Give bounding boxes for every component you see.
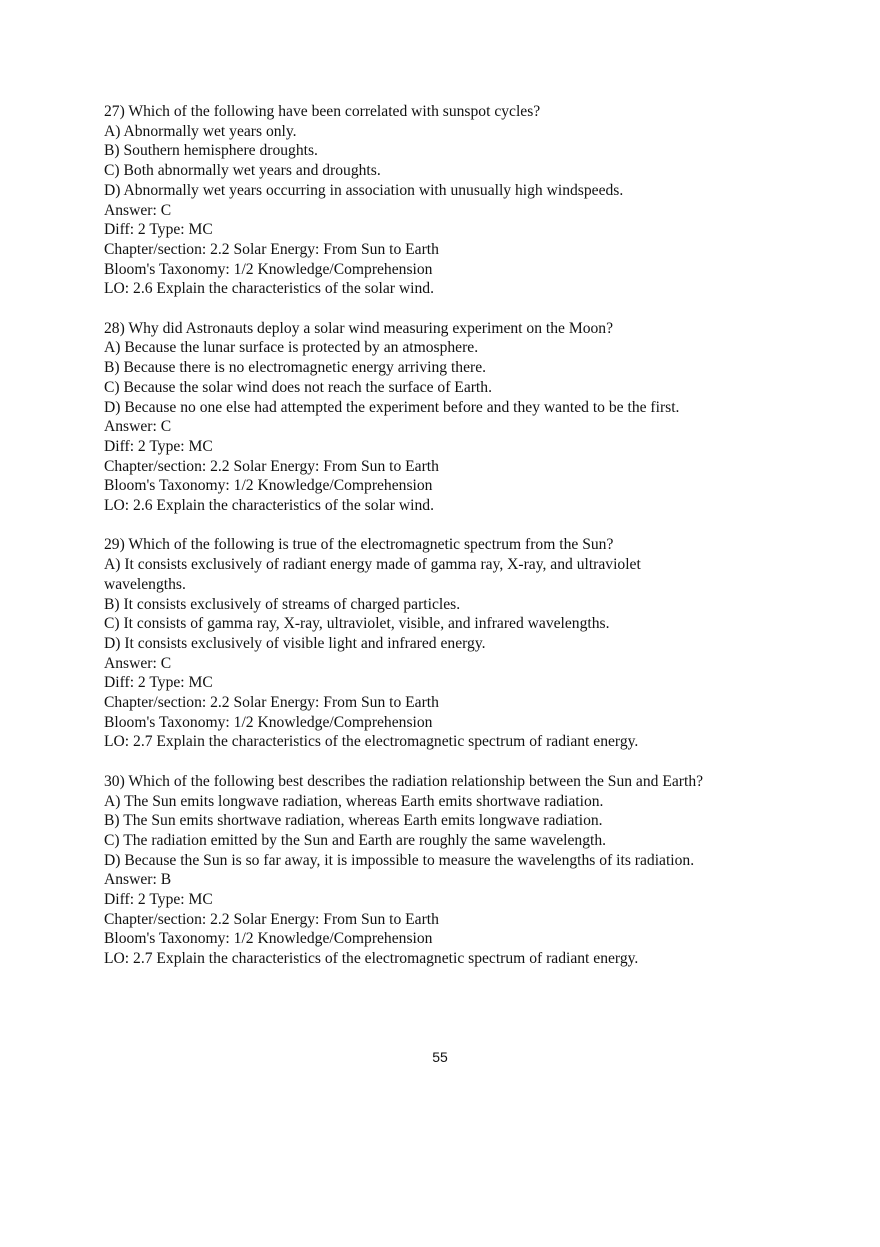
difficulty-type: Diff: 2 Type: MC	[104, 891, 213, 909]
difficulty-type: Diff: 2 Type: MC	[104, 674, 213, 692]
blooms-taxonomy: Bloom's Taxonomy: 1/2 Knowledge/Comprehension	[104, 477, 433, 495]
question-stem: 29) Which of the following is true of the electromagnetic spectrum from the Sun?	[104, 536, 614, 554]
option-d: D) Because the Sun is so far away, it is impossible to measure the wavelengths of its radiation.	[104, 851, 695, 869]
option-a: A) Abnormally wet years only.	[104, 122, 297, 140]
answer: Answer: C	[104, 201, 172, 219]
answer: Answer: B	[104, 871, 172, 889]
option-b: B) It consists exclusively of streams of charged particles.	[104, 595, 461, 613]
option-b: B) Southern hemisphere droughts.	[104, 142, 318, 160]
question-27	[104, 102, 804, 299]
difficulty-type: Diff: 2 Type: MC	[104, 437, 213, 455]
option-a: A) Because the lunar surface is protected by an atmosphere.	[104, 339, 479, 357]
learning-objective: LO: 2.7 Explain the characteristics of the electromagnetic spectrum of radiant energy.	[104, 733, 639, 751]
question-30	[104, 772, 804, 969]
question-28	[104, 319, 804, 516]
option-c: C) Both abnormally wet years and droughts.	[104, 162, 381, 180]
option-d: D) Because no one else had attempted the experiment before and they wanted to be the first.	[104, 398, 680, 416]
learning-objective: LO: 2.6 Explain the characteristics of the solar wind.	[104, 280, 434, 298]
question-29	[104, 535, 804, 752]
option-b: B) Because there is no electromagnetic energy arriving there.	[104, 359, 487, 377]
page-number: 55	[432, 1049, 448, 1065]
option-a: A) The Sun emits longwave radiation, whereas Earth emits shortwave radiation.	[104, 792, 604, 810]
blooms-taxonomy: Bloom's Taxonomy: 1/2 Knowledge/Comprehension	[104, 260, 433, 278]
question-stem: 30) Which of the following best describes the radiation relationship between the Sun and Earth?	[104, 772, 704, 790]
answer: Answer: C	[104, 418, 172, 436]
question-stem: 28) Why did Astronauts deploy a solar wind measuring experiment on the Moon?	[104, 319, 614, 337]
option-c: C) The radiation emitted by the Sun and Earth are roughly the same wavelength.	[104, 831, 607, 849]
option-d: D) It consists exclusively of visible light and infrared energy.	[104, 634, 486, 652]
learning-objective: LO: 2.6 Explain the characteristics of the solar wind.	[104, 497, 434, 515]
chapter-section: Chapter/section: 2.2 Solar Energy: From Sun to Earth	[104, 910, 439, 928]
option-d: D) Abnormally wet years occurring in association with unusually high windspeeds.	[104, 181, 624, 199]
blooms-taxonomy: Bloom's Taxonomy: 1/2 Knowledge/Comprehension	[104, 713, 433, 731]
option-a: A) It consists exclusively of radiant energy made of gamma ray, X-ray, and ultraviolet wavelengths.	[104, 556, 641, 593]
blooms-taxonomy: Bloom's Taxonomy: 1/2 Knowledge/Comprehension	[104, 930, 433, 948]
question-stem: 27) Which of the following have been correlated with sunspot cycles?	[104, 103, 541, 120]
chapter-section: Chapter/section: 2.2 Solar Energy: From Sun to Earth	[104, 457, 439, 475]
option-c: C) It consists of gamma ray, X-ray, ultraviolet, visible, and infrared wavelengths.	[104, 615, 610, 633]
option-b: B) The Sun emits shortwave radiation, whereas Earth emits longwave radiation.	[104, 812, 603, 830]
chapter-section: Chapter/section: 2.2 Solar Energy: From Sun to Earth	[104, 240, 439, 258]
chapter-section: Chapter/section: 2.2 Solar Energy: From Sun to Earth	[104, 694, 439, 712]
document-page	[104, 102, 804, 989]
learning-objective: LO: 2.7 Explain the characteristics of the electromagnetic spectrum of radiant energy.	[104, 950, 639, 968]
difficulty-type: Diff: 2 Type: MC	[104, 221, 213, 239]
option-c: C) Because the solar wind does not reach the surface of Earth.	[104, 378, 492, 396]
answer: Answer: C	[104, 654, 172, 672]
